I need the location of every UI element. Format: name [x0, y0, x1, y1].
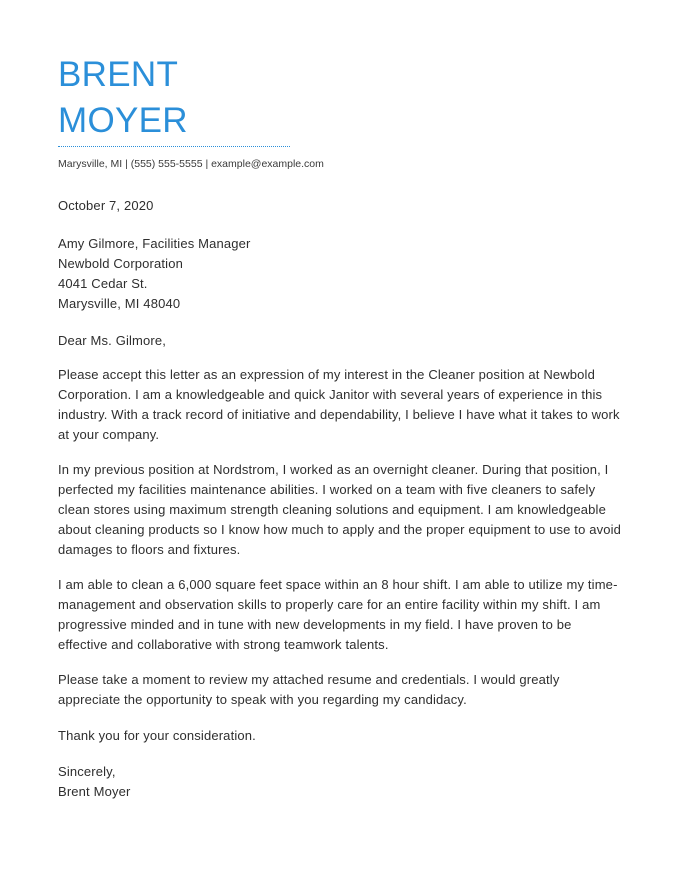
- recipient-street: 4041 Cedar St.: [58, 276, 148, 291]
- closing-thanks: Thank you for your consideration.: [58, 728, 256, 743]
- recipient-city-state-zip: Marysville, MI 48040: [58, 296, 181, 311]
- header-divider: [58, 146, 290, 147]
- contact-info: Marysville, MI | (555) 555-5555 | example@example.com: [58, 158, 324, 170]
- recipient-address-block: [58, 234, 623, 314]
- signature-name: Brent Moyer: [58, 784, 131, 799]
- recipient-name-title: Amy Gilmore, Facilities Manager: [58, 236, 251, 251]
- letter-body: [58, 196, 623, 802]
- applicant-first-name: BRENT: [58, 55, 179, 94]
- body-paragraph-1: Please accept this letter as an expression of my interest in the Cleaner position at Newbold Corporation. I am a knowledgeable and quick Janitor with several years of experience in this industry. With a track record of initiative and dependability, I believe I have what it takes to work at your company.: [58, 367, 620, 442]
- body-paragraph-4: Please take a moment to review my attached resume and credentials. I would greatly appreciate the opportunity to speak with you regarding my candidacy.: [58, 672, 560, 707]
- body-paragraph-3: I am able to clean a 6,000 square feet space within an 8 hour shift. I am able to utilize my time-management and observation skills to properly care for an entire facility within my shift. I am progressive minded and in tune with new developments in my field. I have proven to be effective and collaborative with strong teamwork talents.: [58, 577, 618, 652]
- applicant-name-heading: [58, 52, 188, 144]
- letter-date: October 7, 2020: [58, 198, 154, 213]
- signoff: Sincerely,: [58, 764, 116, 779]
- recipient-company: Newbold Corporation: [58, 256, 183, 271]
- body-paragraph-2: In my previous position at Nordstrom, I worked as an overnight cleaner. During that position, I perfected my facilities maintenance abilities. I worked on a team with five cleaners to safely clean stores using maximum strength cleaning solutions and equipment. I am knowledgeable about cleaning products so I know how much to apply and the proper equipment to use to avoid damages to floors and fixtures.: [58, 462, 622, 557]
- applicant-last-name: MOYER: [58, 101, 188, 140]
- salutation: Dear Ms. Gilmore,: [58, 333, 167, 348]
